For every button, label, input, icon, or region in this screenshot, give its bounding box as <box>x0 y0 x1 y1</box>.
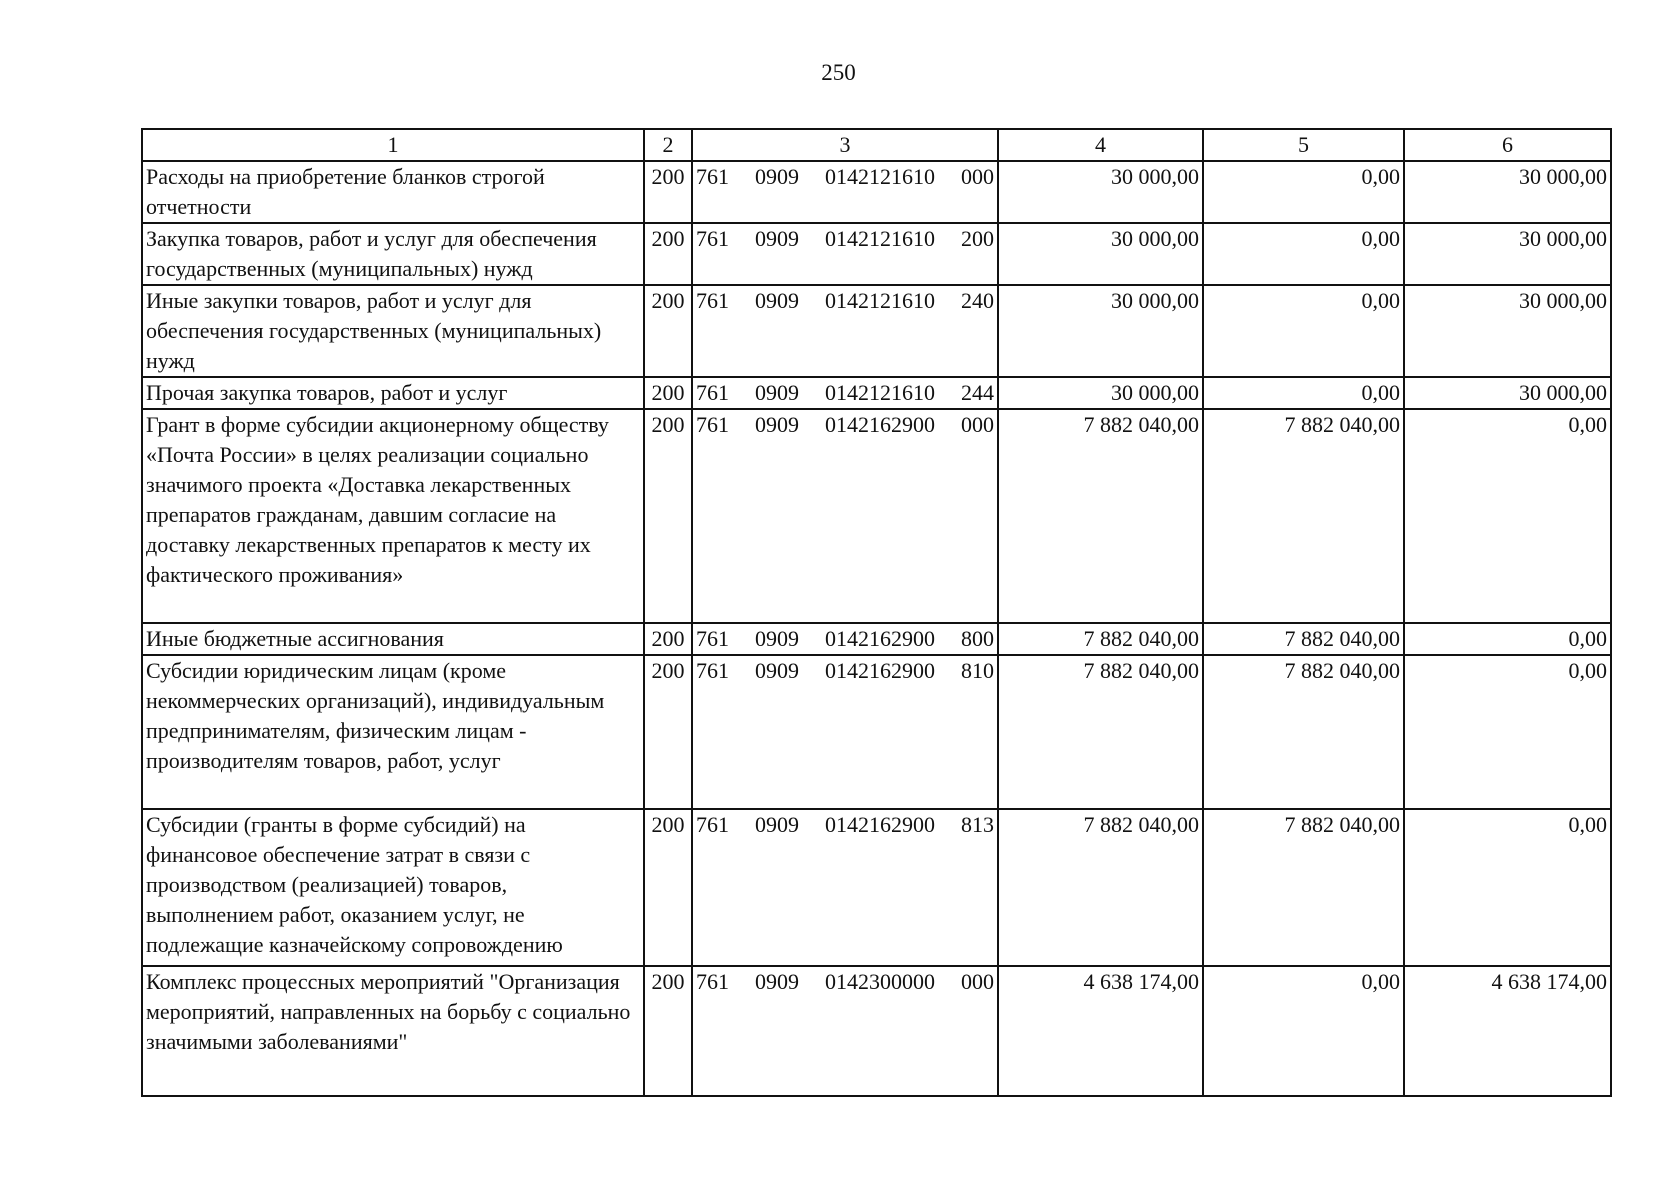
row-vr: 000 <box>961 412 994 437</box>
row-code <box>692 223 998 285</box>
row-vr: 800 <box>961 626 994 651</box>
row-col2: 200 <box>644 223 692 285</box>
row-name: Грант в форме субсидии акционерному обществу «Почта России» в целях реализации социально значимого проекта «Доставка лекарственных препаратов гражданам, давшим согласие на доставку лекарственных препаратов к месту их фактического проживания» <box>142 409 644 623</box>
row-col4: 30 000,00 <box>998 285 1203 377</box>
row-razdel: 0909 <box>755 380 799 405</box>
row-ved: 761 <box>696 164 729 189</box>
row-col2: 200 <box>644 966 692 1096</box>
row-csr: 0142300000 <box>825 969 935 994</box>
row-code <box>692 966 998 1096</box>
header-col-3: 3 <box>692 129 998 161</box>
row-col2: 200 <box>644 161 692 223</box>
row-name: Субсидии (гранты в форме субсидий) на финансовое обеспечение затрат в связи с производством (реализацией) товаров, выполнением работ, оказанием услуг, не подлежащие казначейскому сопровождению <box>142 809 644 966</box>
row-col6: 30 000,00 <box>1404 161 1611 223</box>
table-row <box>142 223 1611 285</box>
row-vr: 813 <box>961 812 994 837</box>
row-col6: 30 000,00 <box>1404 285 1611 377</box>
row-razdel: 0909 <box>755 812 799 837</box>
row-csr: 0142121610 <box>825 164 935 189</box>
row-code <box>692 655 998 809</box>
row-col6: 4 638 174,00 <box>1404 966 1611 1096</box>
table-row <box>142 623 1611 655</box>
row-col5: 7 882 040,00 <box>1203 809 1404 966</box>
table-row <box>142 377 1611 409</box>
row-csr: 0142162900 <box>825 412 935 437</box>
row-col2: 200 <box>644 623 692 655</box>
row-ved: 761 <box>696 812 729 837</box>
row-col2: 200 <box>644 409 692 623</box>
row-col2: 200 <box>644 809 692 966</box>
row-col5: 0,00 <box>1203 285 1404 377</box>
row-col5: 7 882 040,00 <box>1203 409 1404 623</box>
row-col6: 30 000,00 <box>1404 377 1611 409</box>
row-col5: 0,00 <box>1203 223 1404 285</box>
row-col4: 7 882 040,00 <box>998 655 1203 809</box>
header-col-5: 5 <box>1203 129 1404 161</box>
table-body <box>142 129 1611 1096</box>
row-col4: 7 882 040,00 <box>998 409 1203 623</box>
table-row <box>142 285 1611 377</box>
row-col4: 4 638 174,00 <box>998 966 1203 1096</box>
row-vr: 810 <box>961 658 994 683</box>
row-col2: 200 <box>644 285 692 377</box>
row-razdel: 0909 <box>755 288 799 313</box>
row-ved: 761 <box>696 380 729 405</box>
row-ved: 761 <box>696 226 729 251</box>
row-razdel: 0909 <box>755 164 799 189</box>
row-col6: 0,00 <box>1404 623 1611 655</box>
table-row <box>142 161 1611 223</box>
row-col4: 30 000,00 <box>998 223 1203 285</box>
row-vr: 000 <box>961 969 994 994</box>
row-csr: 0142121610 <box>825 288 935 313</box>
row-csr: 0142162900 <box>825 812 935 837</box>
row-code <box>692 623 998 655</box>
row-vr: 200 <box>961 226 994 251</box>
row-ved: 761 <box>696 969 729 994</box>
row-name: Расходы на приобретение бланков строгой отчетности <box>142 161 644 223</box>
table-row <box>142 409 1611 623</box>
row-col5: 7 882 040,00 <box>1203 655 1404 809</box>
row-razdel: 0909 <box>755 626 799 651</box>
row-col4: 7 882 040,00 <box>998 809 1203 966</box>
header-col-4: 4 <box>998 129 1203 161</box>
header-col-2: 2 <box>644 129 692 161</box>
row-col6: 0,00 <box>1404 655 1611 809</box>
table-row <box>142 966 1611 1096</box>
row-col5: 7 882 040,00 <box>1203 623 1404 655</box>
row-col6: 0,00 <box>1404 409 1611 623</box>
row-name: Закупка товаров, работ и услуг для обеспечения государственных (муниципальных) нужд <box>142 223 644 285</box>
row-code <box>692 377 998 409</box>
row-ved: 761 <box>696 288 729 313</box>
row-name: Прочая закупка товаров, работ и услуг <box>142 377 644 409</box>
row-col5: 0,00 <box>1203 377 1404 409</box>
row-name: Иные закупки товаров, работ и услуг для обеспечения государственных (муниципальных) нужд <box>142 285 644 377</box>
row-col5: 0,00 <box>1203 161 1404 223</box>
row-code <box>692 409 998 623</box>
row-csr: 0142162900 <box>825 658 935 683</box>
row-col6: 30 000,00 <box>1404 223 1611 285</box>
row-col2: 200 <box>644 377 692 409</box>
row-razdel: 0909 <box>755 969 799 994</box>
row-col6: 0,00 <box>1404 809 1611 966</box>
row-col5: 0,00 <box>1203 966 1404 1096</box>
row-ved: 761 <box>696 626 729 651</box>
row-col4: 7 882 040,00 <box>998 623 1203 655</box>
page-number: 250 <box>821 60 856 85</box>
row-name: Субсидии юридическим лицам (кроме некоммерческих организаций), индивидуальным предпринимателям, физическим лицам - производителям товаров, работ, услуг <box>142 655 644 809</box>
row-razdel: 0909 <box>755 658 799 683</box>
row-vr: 000 <box>961 164 994 189</box>
row-csr: 0142121610 <box>825 226 935 251</box>
header-col-6: 6 <box>1404 129 1611 161</box>
row-ved: 761 <box>696 412 729 437</box>
table-header-row <box>142 129 1611 161</box>
row-code <box>692 285 998 377</box>
row-col4: 30 000,00 <box>998 161 1203 223</box>
row-col4: 30 000,00 <box>998 377 1203 409</box>
table-row <box>142 809 1611 966</box>
budget-table <box>141 128 1612 1097</box>
row-csr: 0142121610 <box>825 380 935 405</box>
row-name: Иные бюджетные ассигнования <box>142 623 644 655</box>
row-col2: 200 <box>644 655 692 809</box>
row-razdel: 0909 <box>755 412 799 437</box>
table-row <box>142 655 1611 809</box>
row-name: Комплекс процессных мероприятий "Организация мероприятий, направленных на борьбу с социально значимыми заболеваниями" <box>142 966 644 1096</box>
row-code <box>692 161 998 223</box>
row-vr: 244 <box>961 380 994 405</box>
row-vr: 240 <box>961 288 994 313</box>
row-ved: 761 <box>696 658 729 683</box>
row-razdel: 0909 <box>755 226 799 251</box>
row-csr: 0142162900 <box>825 626 935 651</box>
header-col-1: 1 <box>142 129 644 161</box>
row-code <box>692 809 998 966</box>
